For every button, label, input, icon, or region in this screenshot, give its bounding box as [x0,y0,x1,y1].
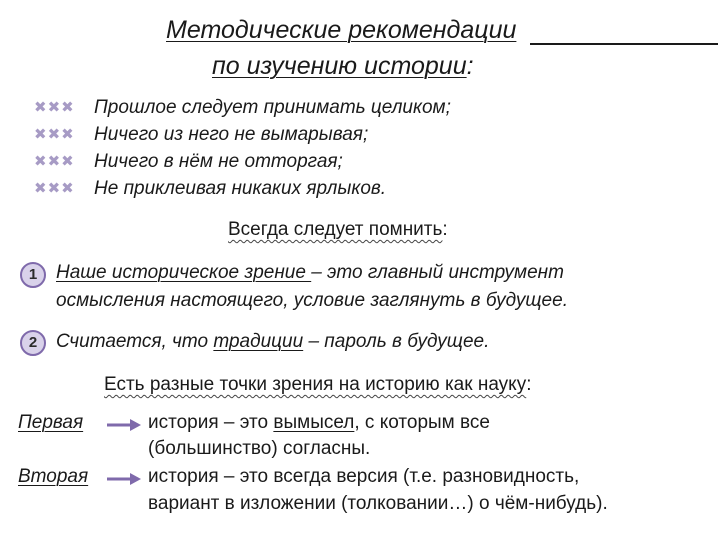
bullet-marker-icon: ✖ ✖ ✖ [34,180,74,197]
arrow-right-icon [106,418,142,432]
viewpoint-label: Первая [18,412,84,433]
viewpoint-label: Вторая [18,466,89,487]
viewpoint-1-line-1: история – это вымысел, с которым все [148,412,490,433]
bullet-marker-icon: ✖ ✖ ✖ [34,153,74,170]
title-line-2: по изучению истории: [212,52,474,80]
point-1-line-1: Наше историческое зрение – это главный инструмент [56,262,564,283]
viewpoints-heading: Есть разные точки зрения на историю как науку: [104,374,532,395]
point-2-text: Считается, что традиции – пароль в будущее. [56,331,490,352]
bullet-marker-icon: ✖ ✖ ✖ [34,99,74,116]
point-1-line-2: осмысления настоящего, условие заглянуть в будущее. [56,290,568,311]
principle-item: Не приклеивая никаких ярлыков. [94,178,387,199]
title-line-1: Методические рекомендации [166,16,517,44]
principle-item: Прошлое следует принимать целиком; [94,97,451,118]
arrow-right-icon [106,472,142,486]
principle-item: Ничего из него не вымарывая; [94,124,369,145]
viewpoint-2-line-2: вариант в изложении (толковании…) о чём-нибудь). [148,493,608,514]
principle-item: Ничего в нём не отторгая; [94,151,343,172]
remember-heading: Всегда следует помнить: [228,219,448,240]
bullet-marker-icon: ✖ ✖ ✖ [34,126,74,143]
viewpoint-2-line-1: история – это всегда версия (т.е. разновидность, [148,466,580,487]
title-rule [530,43,718,45]
point-number-badge: 1 [20,262,46,288]
point-number-badge: 2 [20,330,46,356]
viewpoint-1-line-2: (большинство) согласны. [148,438,371,459]
